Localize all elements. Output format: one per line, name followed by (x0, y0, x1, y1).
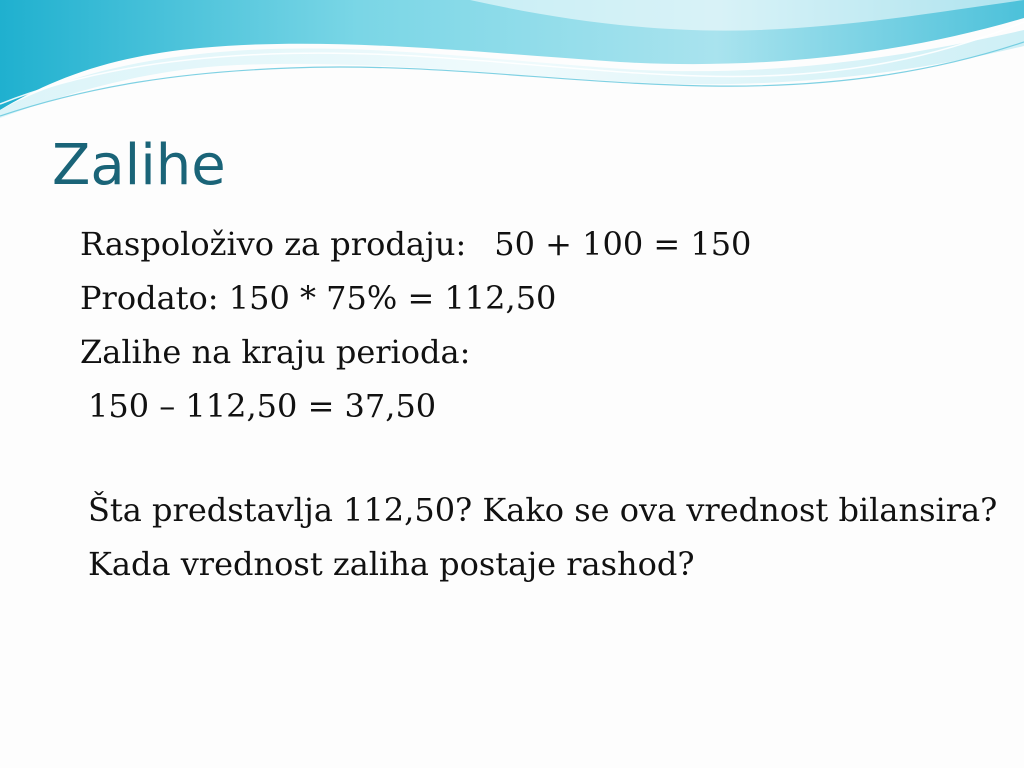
header-wave-decoration (0, 0, 1024, 130)
available-for-sale-value: 50 + 100 = 150 (494, 225, 752, 263)
slide-title: Zalihe (52, 133, 226, 198)
sold-line: Prodato: 150 * 75% = 112,50 (80, 279, 557, 317)
question-1: Šta predstavlja 112,50? Kako se ova vrednost bilansira? (88, 491, 998, 529)
available-for-sale-line (80, 224, 751, 264)
available-for-sale-label: Raspoloživo za prodaju: (80, 225, 467, 263)
ending-inventory-calc: 150 – 112,50 = 37,50 (88, 387, 437, 425)
ending-inventory-label: Zalihe na kraju perioda: (80, 333, 471, 371)
question-2: Kada vrednost zaliha postaje rashod? (88, 545, 695, 583)
